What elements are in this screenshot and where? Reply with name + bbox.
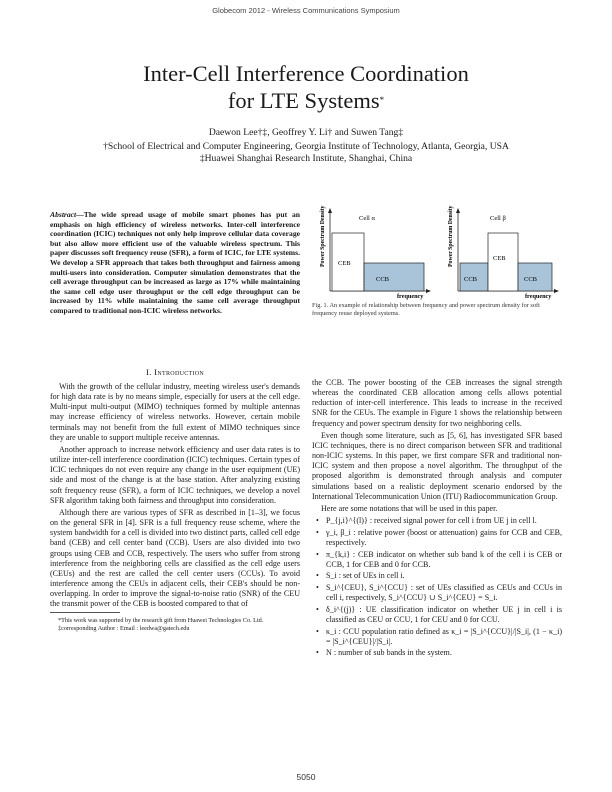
title-line-1: Inter-Cell Interference Coordination (143, 61, 469, 86)
ccb-label-beta-2: CCB (524, 276, 538, 283)
list-item: • N : number of sub bands in the system. (326, 648, 562, 658)
ceb-label-alpha: CEB (338, 260, 351, 267)
footnote-rule (50, 612, 120, 613)
ylabel-beta: Power Spectrum Density (448, 205, 454, 267)
cell-alpha-label: Cell α (359, 215, 375, 222)
title-footnote-mark: * (379, 95, 385, 105)
ccb-label-beta-1: CCB (464, 276, 478, 283)
list-item: • π_{k,i} : CEB indicator on whether sub band k of the cell i is CEB or CCB, 1 for CEB and 0 for CCB. (326, 550, 562, 570)
ceb-label-beta: CEB (493, 255, 506, 262)
footnote-contact: ‡corresponding Author : Email : leedwa@gatech.edu (58, 624, 190, 632)
column-left (50, 382, 300, 611)
notation-list (312, 516, 562, 659)
ceb-bar-beta (488, 233, 518, 291)
affiliation-2: ‡Huawei Shanghai Research Institute, Shanghai, China (199, 153, 413, 164)
xlabel-alpha: frequency (397, 293, 424, 300)
list-item: • δ_i^{(j)} : UE classification indicator on whether UE j in cell i is classified as CEU or CCU, 1 for CEU and 0 for CCU. (326, 605, 562, 625)
conference-header: Globecom 2012 - Wireless Communications Symposium (212, 6, 400, 15)
paragraph: Even though some literature, such as [5, 6], has investigated SFR based ICIC techniques, there is no direct comparison between SFR and traditional non-ICIC systems. In this paper, we first compare SFR and traditional non-ICIC system and then propose a novel algorithm. The throughput of the proposed algorithm is demonstrated through analysis and computer simulations based on a realistic deployment scenario endorsed by the International Telecommunication Union (ITU) Radiocommunication Group. (312, 430, 562, 501)
affiliation-1: †School of Electrical and Computer Engineering, Georgia Institute of Technology, Atlanta, Georgia, USA (103, 141, 509, 152)
cell-beta-label: Cell β (490, 215, 506, 222)
paragraph: Here are some notations that will be used in this paper. (321, 503, 498, 513)
footnotes (50, 617, 300, 632)
list-item: • κ_i : CCU population ratio defined as κ_i = |S_i^{CCU}|/|S_i|, (1 − κ_i) = |S_i^{CEU}|/|S_i|. (326, 627, 562, 647)
ccb-label-alpha: CCB (376, 276, 390, 283)
section-heading: I. Introduction (145, 367, 205, 377)
title-line-2: for LTE Systems* (227, 88, 385, 113)
plot-cell-beta (448, 206, 559, 300)
author-block (0, 127, 612, 165)
abstract-text: —The wide spread usage of mobile smart phones has put an emphasis on high efficiency of wireless networks. Inter-cell interference coordination (ICIC) techniques not only help improve cellular data coverage but also allow more efficient use of the valuable wireless spectrum. This paper discusses soft frequency reuse (SFR), a form of ICIC, for LTE systems. We develop a SFR approach that takes both throughput and fairness among multi-users into consideration. Computer simulation demonstrates that the cell average throughput can be increased as large as 17% while maintaining the same cell edge user throughput or the cell edge throughput can be increased by 11% while maintaining the same cell average throughput compared to traditional non-ICIC wireless networks. (50, 210, 300, 315)
xlabel-beta: frequency (525, 293, 552, 300)
abstract-label: Abstract (50, 210, 77, 219)
paragraph: With the growth of the cellular industry, meeting wireless user's demands for high data rate is by no means simple, especially for users at the cell edge. Multi-input multi-output (MIMO) techniques formed by multiple antennas may increase efficiency of wireless networks. However, certain mobile terminals may not benefit from the full extent of MIMO techniques since they are unable to support multiple receive antennas. (50, 382, 300, 442)
list-item: • P_{j,i}^{(l)} : received signal power for cell i from UE j in cell l. (326, 516, 562, 526)
figure-1 (312, 205, 562, 300)
footnote-funding: *This work was supported by the research gift from Huawei Technologies Co. Ltd. (58, 617, 264, 624)
paragraph: Another approach to increase network efficiency and user data rates is to utilize inter-cell interference coordination (ICIC) techniques. Certain types of ICIC techniques do not even require any change in the user equipment (UE) side and most of the change is at the base station. After analyzing existing soft frequency reuse (SFR), a form of ICIC techniques, we develop a novel SFR algorithm taking both fairness and throughput into consideration. (50, 444, 300, 505)
column-right (312, 378, 562, 660)
paragraph: Although there are various types of SFR as described in [1–3], we focus on the general SFR in [4]. SFR is a full frequency reuse scheme, where the system bandwidth for a cell is divided into two distinct parts, called cell edge band (CEB) and cell center band (CCB). Users are also divided into two groups using CEB and CCB, respectively. The users who suffer from strong interference from the neighboring cells are classified as the cell edge users (CEUs) and the rest are called the cell center users (CCUs). To avoid interference among the CEUs in adjacent cells, their CEB's should be non-overlapping. In order to improve the signal-to-noise ratio (SNR) of the CEU the transmit power of the CEB is boosted compared to that of (50, 507, 300, 609)
page-number: 5050 (296, 772, 316, 782)
paragraph: the CCB. The power boosting of the CEB increases the signal strength whereas the coordinated CEB allocation among cells allows potential reduction of inter-cell interference. This leads to increase in the received SNR for the CEUs. The example in Figure 1 shows the relationship between frequency and power spectrum density for two neighboring cells. (312, 378, 562, 428)
ccb-bar-alpha (364, 263, 424, 291)
list-item: • γ_i, β_i : relative power (boost or attenuation) gains for CCB and CEB, respectively. (326, 528, 562, 548)
abstract (50, 210, 300, 316)
figure-caption: Fig. 1. An example of relationship between frequency and power spectrum density for soft frequency reuse deployed systems. (312, 302, 540, 317)
author-names: Daewon Lee†‡, Geoffrey Y. Li† and Suwen Tang‡ (208, 127, 404, 138)
list-item: • S_i : set of UEs in cell i. (326, 571, 562, 581)
list-item: • S_i^{CEU}, S_i^{CCU} : set of UEs classified as CEUs and CCUs in cell i, respectively, S_i^{CCU} ∪ S_i^{CEU} = S_i. (326, 583, 562, 603)
paper-title (0, 60, 612, 114)
plot-cell-alpha (320, 206, 431, 300)
ylabel-alpha: Power Spectrum Density (320, 205, 326, 267)
